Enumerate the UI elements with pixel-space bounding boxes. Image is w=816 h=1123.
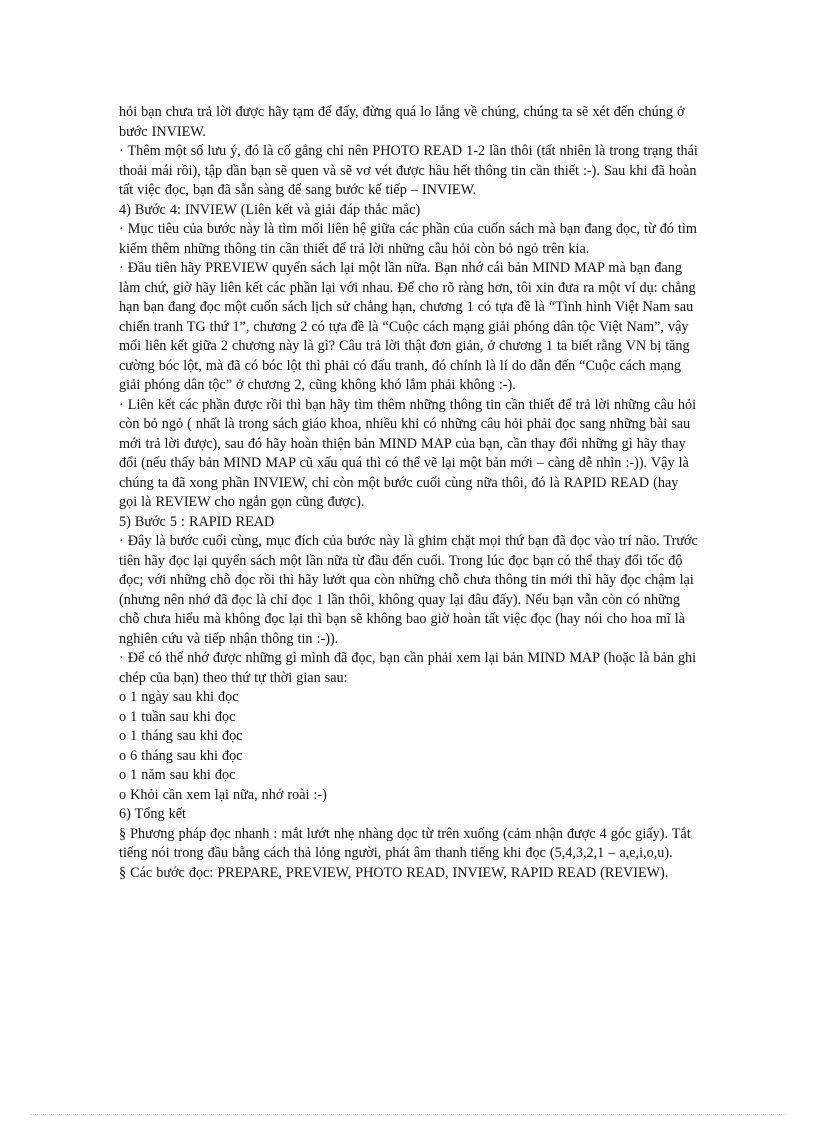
list-item-1-day: o 1 ngày sau khi đọc: [119, 689, 239, 705]
paragraph-speed-reading: § Phương pháp đọc nhanh : mắt lướt nhẹ nhàng dọc từ trên xuống (cảm nhận được 4 góc giấy). Tắt tiếng nói trong đầu bằng cách thả lỏng người, phát âm thanh tiếng khi đọc (5,4,3,2,1 – a,e,i,o,u).: [119, 825, 691, 861]
list-item-1-year: o 1 năm sau khi đọc: [119, 767, 236, 783]
paragraph-inview-goal: · Mục tiêu của bước này là tìm mối liên hệ giữa các phần của cuốn sách mà bạn đang đọc, từ đó tìm kiếm thêm những thông tin cần thiết để trả lời những câu hỏi còn bỏ ngỏ trên kia.: [119, 221, 697, 257]
paragraph-review-schedule: · Để có thể nhớ được những gì mình đã đọc, bạn cần phải xem lại bản MIND MAP (hoặc là bản ghi chép của bạn) theo thứ tự thời gian sau:: [119, 650, 697, 686]
heading-step-5: 5) Bước 5 : RAPID READ: [119, 513, 275, 530]
page-bottom-border: [30, 1114, 786, 1115]
paragraph-inview-linking: · Liên kết các phần được rồi thì bạn hãy tìm thêm những thông tin cần thiết để trả lời những câu hỏi còn bỏ ngỏ ( nhất là trong sách giáo khoa, nhiều khi có những câu hỏi phải đọc sang những bài sau mới trả lời được), sau đó hãy hoàn thiện bản MIND MAP của bạn, cần thay đổi những gì hãy thay đổi (nếu thấy bản MIND MAP cũ xấu quá thì có thể vẽ lại một bản mới – càng dễ nhìn :-)). Vậy là chúng ta đã xong phần INVIEW, chỉ còn một bước cuối cùng nữa thôi, đó là RAPID READ (hay gọi là REVIEW cho ngắn gọn cũng được).: [119, 396, 697, 510]
list-item-1-month: o 1 tháng sau khi đọc: [119, 728, 243, 744]
list-item-1-week: o 1 tuần sau khi đọc: [119, 708, 236, 725]
heading-step-4: 4) Bước 4: INVIEW (Liên kết và giải đáp thắc mắc): [119, 201, 421, 218]
paragraph-photo-read-note: · Thêm một số lưu ý, đó là cố gắng chỉ nên PHOTO READ 1-2 lần thôi (tất nhiên là trong trạng thái thoải mái rồi), tập dần bạn sẽ quen và sẽ vơ vét được hầu hết thông tin cần thiết :-). Sau khi đã hoàn tất việc đọc, bạn đã sẵn sàng để sang bước kế tiếp – INVIEW.: [119, 143, 698, 198]
paragraph-inview-example: · Đầu tiên hãy PREVIEW quyển sách lại một lần nữa. Bạn nhớ cái bản MIND MAP mà bạn đang làm chứ, giờ hãy liên kết các phần lại với nhau. Để cho rõ ràng hơn, tôi xin đưa ra một ví dụ: chẳng hạn bạn đang đọc một cuốn sách lịch sử chẳng hạn, chương 1 có tựa đề là “Tình hình Việt Nam sau chiến tranh TG thứ 1”, chương 2 có tựa đề là “Cuộc cách mạng giải phóng dân tộc Việt Nam”, vậy mối liên kết giữa 2 chương này là gì? Câu trả lời thật đơn giản, ở chương 1 ta biết rằng VN bị tăng cường bóc lột, mà đã có bóc lột thì phải có đấu tranh, đó chính là lí do dẫn đến “Cuộc cách mạng giải phóng dân tộc” ở chương 2, cũng không khó lắm phải không :-).: [119, 260, 696, 393]
heading-summary: 6) Tổng kết: [119, 806, 186, 822]
document-body: [119, 103, 699, 883]
paragraph-intro-continuation: hỏi bạn chưa trả lời được hãy tạm để đấy, đừng quá lo lắng về chúng, chúng ta sẽ xét đến chúng ở bước INVIEW.: [119, 104, 685, 140]
paragraph-rapid-read: · Đây là bước cuối cùng, mục đích của bước này là ghim chặt mọi thứ bạn đã đọc vào trí não. Trước tiên hãy đọc lại quyển sách một lần nữa từ đầu đến cuối. Trong lúc đọc bạn có thể thay đổi tốc độ đọc; với những chỗ đọc rồi thì hãy lướt qua còn những chỗ chưa thông tin mới thì hãy đọc chậm lại (nhưng nên nhớ đã đọc là chỉ đọc 1 lần thôi, không quay lại đâu đấy). Nếu bạn vẫn còn có những chỗ chưa hiểu mà không đọc lại thì bạn sẽ không bao giờ hoàn tất việc đọc (hay nói cho hoa mĩ là nghiên cứu và tiếp nhận thông tin :-)).: [119, 533, 698, 647]
list-item-no-more: o Khỏi cần xem lại nữa, nhớ roài :-): [119, 786, 327, 803]
paragraph-reading-steps: § Các bước đọc: PREPARE, PREVIEW, PHOTO READ, INVIEW, RAPID READ (REVIEW).: [119, 864, 669, 881]
list-item-6-months: o 6 tháng sau khi đọc: [119, 747, 243, 764]
